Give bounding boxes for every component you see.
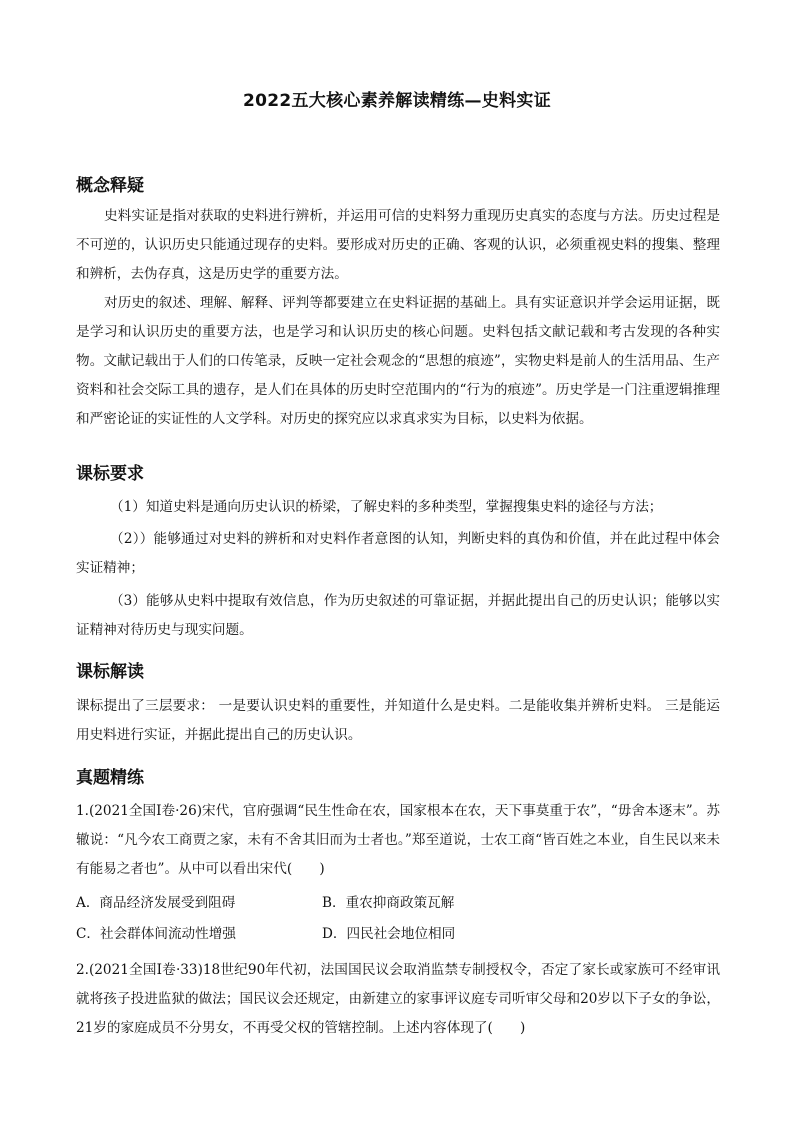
concept-paragraph-2: 对历史的叙述、理解、解释、评判等都要建立在史料证据的基础上。具有实证意识并学会运用证据，既是学习和认识历史的重要方法，也是学习和认识历史的核心问题。史料包括文献记载和考古发现的各种实物。文献记载出于人们的口传笔录，反映一定社会观念的“思想的痕迹”，实物史料是前人的生活用品、生产资料和社会交际工具的遗存，是人们在具体的历史时空范围内的“行为的痕迹”。历史学是一门注重逻辑推理和严密论证的实证性的人文学科。对历史的探究应以求真求实为目标，以史料为依据。 (76, 295, 720, 427)
standard-item-3: （3）能够从史料中提取有效信息，作为历史叙述的可靠证据，并据此提出自己的历史认识；能够以实证精神对待历史与现实问题。 (76, 593, 720, 638)
heading-practice: 真题精练 (76, 768, 144, 788)
heading-concept: 概念释疑 (76, 176, 144, 196)
option-d[interactable]: D．四民社会地位相同 (322, 926, 456, 942)
question-1-options-row-1 (76, 889, 720, 918)
concept-paragraph-1: 史料实证是指对获取的史料进行辨析，并运用可信的史料努力重现历史真实的态度与方法。历史过程是不可逆的，认识历史只能通过现存的史料。要形成对历史的正确、客观的认识，必须重视史料的搜集、整理和辨析，去伪存真，这是历史学的重要方法。 (76, 208, 720, 282)
option-c[interactable]: C．社会群体间流动性增强 (76, 926, 236, 942)
standard-item-2: （2））能够通过对史料的辨析和对史料作者意图的认知，判断史料的真伪和价值，并在此过程中体会实证精神； (76, 531, 720, 576)
option-a[interactable]: A．商品经济发展受到阻碍 (76, 895, 236, 911)
question-2: 2.(2021全国Ⅰ卷·33)18世纪90年代初，法国国民议会取消监禁专制授权令，否定了家长或家族可不经审讯就将孩子投进监狱的做法；国民议会还规定，由新建立的家事评议庭专司听审父母和20岁以下子女的争讼，21岁的家庭成员不分男女，不再受父权的管辖控制。上述内容体现了( ) (76, 962, 720, 1036)
interpret-paragraph: 课标提出了三层要求： 一是要认识史料的重要性，并知道什么是史料。二是能收集并辨析史料。 三是能运用史料进行实证，并据此提出自己的历史认识。 (76, 698, 720, 743)
page-title: 2022五大核心素养解读精练—史料实证 (242, 91, 551, 111)
heading-interpret: 课标解读 (76, 662, 144, 682)
heading-standard: 课标要求 (76, 464, 144, 484)
question-1: 1.(2021全国Ⅰ卷·26)宋代，官府强调“民生性命在农，国家根本在农，天下事莫重于农”，“毋舍本逐末”。苏辙说：“凡今农工商贾之家，未有不舍其旧而为士者也。”郑至道说，士农工商“皆百姓之本业，自生民以来未有能易之者也”。从中可以看出宋代( ) (76, 803, 720, 877)
option-b[interactable]: B．重农抑商政策瓦解 (322, 895, 455, 911)
standard-item-1: （1）知道史料是通向历史认识的桥梁，了解史料的多种类型，掌握搜集史料的途径与方法； (110, 499, 663, 515)
question-1-options-row-2 (76, 920, 720, 949)
